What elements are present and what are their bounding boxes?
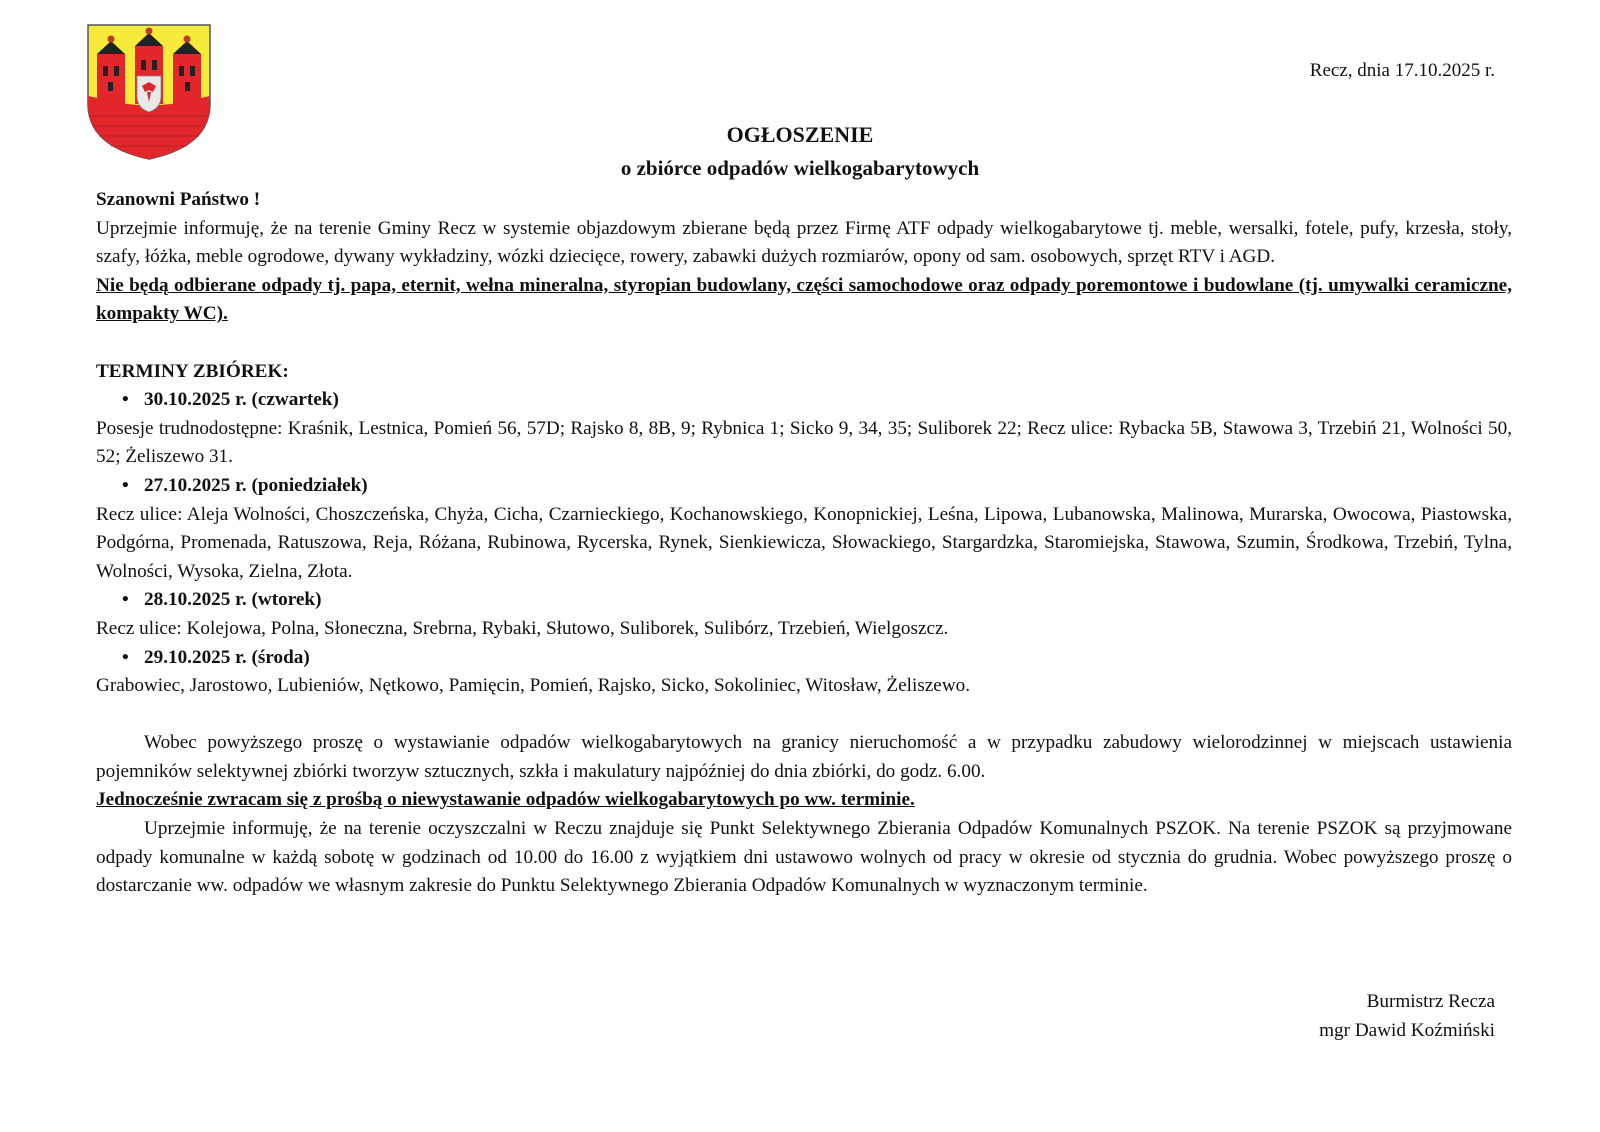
schedule-date xyxy=(96,644,1512,673)
signature-role: Burmistrz Recza xyxy=(1366,991,1495,1012)
schedule-date-text: 29.10.2025 r. (środa) xyxy=(144,646,310,668)
schedule-date xyxy=(96,386,1512,415)
schedule-date-text: 28.10.2025 r. (wtorek) xyxy=(144,589,322,611)
document-title: OGŁOSZENIE xyxy=(726,122,874,147)
schedule-areas: Grabowiec, Jarostowo, Lubieniów, Nętkowo, Pamięcin, Pomień, Rajsko, Sicko, Sokoliniec, Witosław, Żeliszewo. xyxy=(96,675,971,697)
schedule-areas: Recz ulice: Aleja Wolności, Choszczeńska, Chyża, Cicha, Czarnieckiego, Kochanowskiego, Konopnickiej, Leśna, Lipowa, Lubanowska, Malinowa, Murarska, Owocowa, Piastowska, Podgórna, Promenada, Ratuszowa, Reja, Różana, Rubinowa, Rycerska, Rynek, Sienkiewicza, Słowackiego, Stargardzka, Staromiejska, Stawowa, Szumin, Środkowa, Trzebiń, Tylna, Wolności, Wysoka, Zielna, Złota. xyxy=(96,503,1512,582)
document-body xyxy=(96,186,1512,901)
instructions-paragraph: Wobec powyższego proszę o wystawianie odpadów wielkogabarytowych na granicy nieruchomość a w przypadku zabudowy wielorodzinnej w miejscach ustawienia pojemników selektywnej zbiórki tworzyw sztucznych, szkła i makulatury najpóźniej do dnia zbiórki, do godz. 6.00. xyxy=(96,732,1512,782)
place-date: Recz, dnia 17.10.2025 r. xyxy=(1309,60,1495,81)
greeting: Szanowni Państwo ! xyxy=(96,189,261,210)
schedule-date xyxy=(96,586,1512,615)
signature-name: mgr Dawid Koźmiński xyxy=(1319,1019,1495,1041)
bullet-icon: • xyxy=(122,646,129,668)
schedule-date-text: 27.10.2025 r. (poniedziałek) xyxy=(144,474,368,496)
schedule-heading: TERMINY ZBIÓREK: xyxy=(96,360,289,382)
bullet-icon: • xyxy=(122,474,129,496)
intro-paragraph: Uprzejmie informuję, że na terenie Gminy Recz w systemie objazdowym zbierane będą przez Firmę ATF odpady wielkogabarytowe tj. meble, wersalki, fotele, pufy, krzesła, stoły, szafy, łóżka, meble ogrodowe, dywany wykładziny, wózki dziecięce, rowery, zabawki dużych rozmiarów, opony od sam. osobowych, sprzęt RTV i AGD. xyxy=(96,217,1512,268)
exclusions-notice: Nie będą odbierane odpady tj. papa, eternit, wełna mineralna, styropian budowlany, części samochodowe oraz odpady poremontowe i budowlane (tj. umywalki ceramiczne, kompakty WC). xyxy=(96,274,1512,325)
pszok-paragraph: Uprzejmie informuję, że na terenie oczyszczalni w Reczu znajduje się Punkt Selektywnego Zbierania Odpadów Komunalnych PSZOK. Na terenie PSZOK są przyjmowane odpady komunalne w każdą sobotę w godzinach od 10.00 do 16.00 z wyjątkiem dni ustawowo wolnych od pracy w okresie od stycznia do grudnia. Wobec powyższego proszę o dostarczanie ww. odpadów we własnym zakresie do Punktu Selektywnego Zbierania Odpadów Komunalnych w wyznaczonym terminie. xyxy=(96,818,1512,897)
schedule-date xyxy=(96,472,1512,501)
signature-block xyxy=(1319,988,1495,1045)
bullet-icon: • xyxy=(122,389,129,411)
request-notice: Jednocześnie zwracam się z prośbą o niewystawanie odpadów wielkogabarytowych po ww. terminie. xyxy=(96,789,915,811)
schedule-date-text: 30.10.2025 r. (czwartek) xyxy=(144,389,339,411)
bullet-icon: • xyxy=(122,589,129,611)
schedule-areas: Posesje trudnodostępne: Kraśnik, Lestnica, Pomień 56, 57D; Rajsko 8, 8B, 9; Rybnica 1; Sicko 9, 34, 35; Suliborek 22; Recz ulice: Rybacka 5B, Stawowa 3, Trzebiń 21, Wolności 50, 52; Żeliszewo 31. xyxy=(96,417,1512,468)
document-subtitle: o zbiórce odpadów wielkogabarytowych xyxy=(620,156,980,180)
schedule-areas: Recz ulice: Kolejowa, Polna, Słoneczna, Srebrna, Rybaki, Słutowo, Suliborek, Sulibórz, Trzebień, Wielgoszcz. xyxy=(96,617,949,639)
